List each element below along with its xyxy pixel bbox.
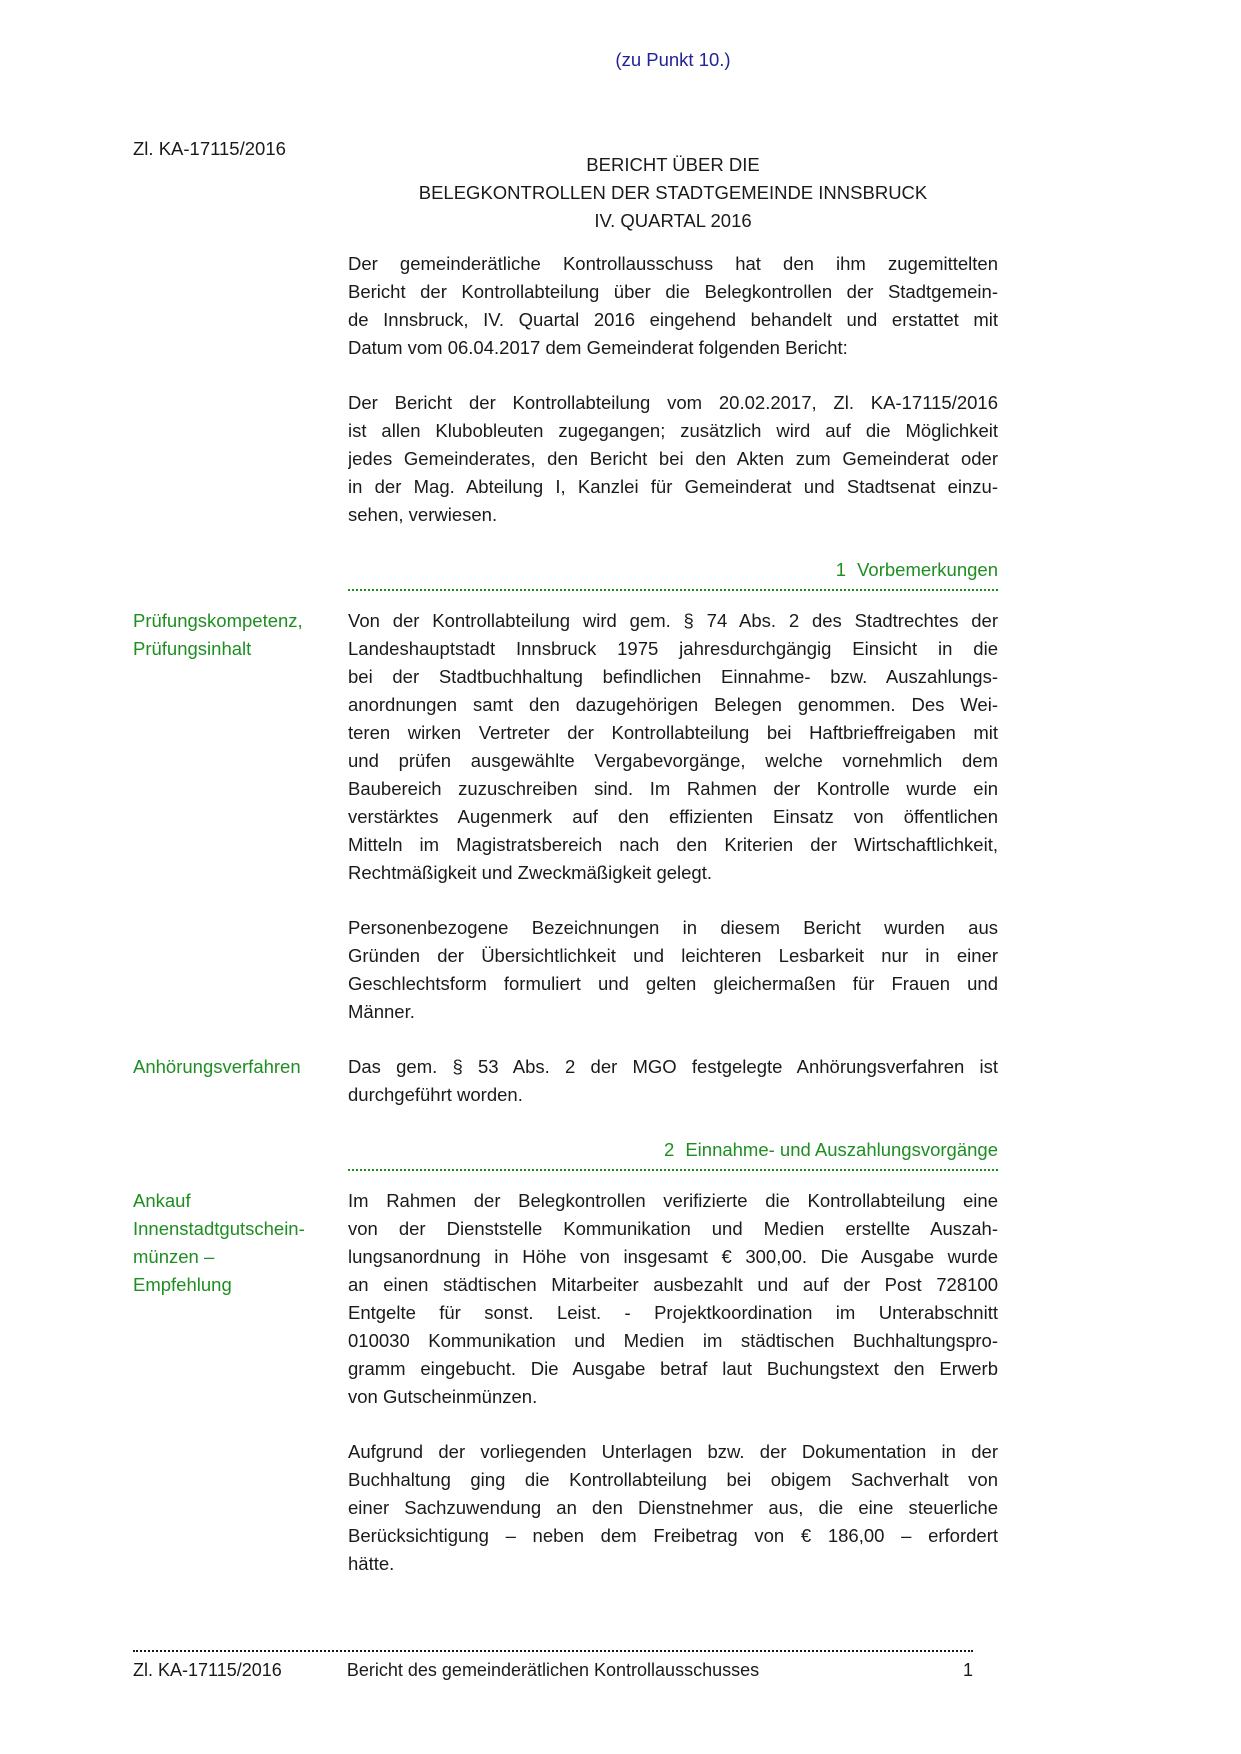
body-column (348, 250, 998, 362)
text-line: Der gemeinderätliche Kontrollausschuss hat den ihm zugemittelten (348, 253, 998, 274)
footer-page-number: 1 (962, 1660, 973, 1680)
margin-label-line: Prüfungskompetenz, (133, 610, 303, 631)
paragraph (348, 914, 998, 1026)
text-line: Baubereich zuzuschreiben sind. Im Rahmen der Kontrolle wurde ein (348, 778, 998, 799)
margin-label (133, 389, 348, 529)
text-line: sehen, verwiesen. (348, 504, 498, 525)
text-line: gramm eingebucht. Die Ausgabe betraf laut Buchungstext den Erwerb (348, 1358, 998, 1379)
section-number: 2 (664, 1139, 675, 1160)
section-title: Einnahme- und Auszahlungsvorgänge (685, 1139, 998, 1160)
content-row (133, 1136, 998, 1171)
body-column (348, 1053, 998, 1109)
paragraph (348, 607, 998, 887)
ref-note: (zu Punkt 10.) (615, 49, 731, 70)
paragraph (348, 389, 998, 529)
text-line: Entgelte für sonst. Leist. - Projektkoordination im Unterabschnitt (348, 1302, 998, 1323)
text-line: teren wirken Vertreter der Kontrollabteilung bei Haftbrieffreigaben mit (348, 722, 998, 743)
content-row (133, 607, 998, 887)
title-line: BERICHT ÜBER DIE (586, 154, 760, 175)
header-row (133, 135, 998, 235)
text-line: anordnungen samt den dazugehörigen Belegen genommen. Des Wei- (348, 694, 998, 715)
paragraph (348, 1438, 998, 1578)
content-row (133, 250, 998, 362)
text-line: ist allen Klubobleuten zugegangen; zusätzlich wird auf die Möglichkeit (348, 420, 998, 441)
ref-note-row (133, 46, 998, 74)
text-line: durchgeführt worden. (348, 1084, 523, 1105)
text-line: Gründen der Übersichtlichkeit und leichteren Lesbarkeit nur in einer (348, 945, 998, 966)
margin-label-line: Innenstadtgutschein- (133, 1218, 305, 1239)
text-line: Berücksichtigung – neben dem Freibetrag von € 186,00 – erfordert (348, 1525, 998, 1546)
margin-label (133, 914, 348, 1026)
content-row (133, 556, 998, 591)
text-line: in der Mag. Abteilung I, Kanzlei für Gemeinderat und Stadtsenat einzu- (348, 476, 998, 497)
text-line: Von der Kontrollabteilung wird gem. § 74 Abs. 2 des Stadtrechtes der (348, 610, 998, 631)
section-heading (348, 1136, 998, 1171)
title-line: BELEGKONTROLLEN DER STADTGEMEINDE INNSBRUCK (418, 182, 928, 203)
margin-label-line: münzen – (133, 1246, 215, 1267)
section-number: 1 (835, 559, 847, 580)
body-column (348, 389, 998, 529)
text-line: von Gutscheinmünzen. (348, 1386, 538, 1407)
file-number: Zl. KA-17115/2016 (133, 138, 286, 159)
content-row (133, 914, 998, 1026)
margin-spacer (133, 46, 348, 74)
text-line: Rechtmäßigkeit und Zweckmäßigkeit gelegt. (348, 862, 712, 883)
text-line: Buchhaltung ging die Kontrollabteilung bei obigem Sachverhalt von (348, 1469, 998, 1490)
paragraph (348, 1053, 998, 1109)
margin-label-line: Prüfungsinhalt (133, 638, 252, 659)
text-line: Mitteln im Magistratsbereich nach den Kriterien der Wirtschaftlichkeit, (348, 834, 998, 855)
margin-label (133, 1187, 348, 1578)
report-title (348, 135, 998, 235)
content-row (133, 1187, 998, 1578)
text-line: hätte. (348, 1553, 395, 1574)
text-line: von der Dienststelle Kommunikation und Medien erstellte Auszah- (348, 1218, 998, 1239)
margin-label (133, 1053, 348, 1109)
section-title: Vorbemerkungen (857, 559, 998, 580)
paragraph (348, 250, 998, 362)
document-content (133, 46, 998, 1578)
text-line: an einen städtischen Mitarbeiter ausbezahlt und auf der Post 728100 (348, 1274, 998, 1295)
body-column (348, 1136, 998, 1171)
footer-file-number: Zl. KA-17115/2016 (133, 1660, 282, 1680)
text-line: Der Bericht der Kontrollabteilung vom 20.02.2017, Zl. KA-17115/2016 (348, 392, 998, 413)
footer-divider (133, 1650, 973, 1652)
title-line: IV. QUARTAL 2016 (594, 210, 752, 231)
margin-label (133, 1136, 348, 1171)
text-line: lungsanordnung in Höhe von insgesamt € 300,00. Die Ausgabe wurde (348, 1246, 998, 1267)
body-column (348, 1187, 998, 1578)
section-heading (348, 556, 998, 591)
paragraph (348, 1187, 998, 1411)
footer-report-title: Bericht des gemeinderätlichen Kontrollausschusses (346, 1660, 760, 1680)
text-line: verstärktes Augenmerk auf den effizienten Einsatz von öffentlichen (348, 806, 998, 827)
text-line: bei der Stadtbuchhaltung befindlichen Einnahme- bzw. Auszahlungs- (348, 666, 998, 687)
text-line: und prüfen ausgewählte Vergabevorgänge, welche vornehmlich dem (348, 750, 998, 771)
margin-label (133, 556, 348, 591)
text-line: Landeshauptstadt Innsbruck 1975 jahresdurchgängig Einsicht in die (348, 638, 998, 659)
text-line: Aufgrund der vorliegenden Unterlagen bzw. der Dokumentation in der (348, 1441, 998, 1462)
body-column (348, 556, 998, 591)
text-line: Bericht der Kontrollabteilung über die Belegkontrollen der Stadtgemein- (348, 281, 998, 302)
text-line: Geschlechtsform formuliert und gelten gleichermaßen für Frauen und (348, 973, 998, 994)
margin-label-line: Empfehlung (133, 1274, 232, 1295)
footer-text-row (133, 1659, 973, 1681)
page-footer (133, 1650, 973, 1681)
document-body (133, 250, 998, 1578)
text-line: Datum vom 06.04.2017 dem Gemeinderat folgenden Bericht: (348, 337, 848, 358)
margin-label-line: Anhörungsverfahren (133, 1056, 301, 1077)
content-row (133, 389, 998, 529)
text-line: Im Rahmen der Belegkontrollen verifizierte die Kontrollabteilung eine (348, 1190, 998, 1211)
content-row (133, 1053, 998, 1109)
text-line: 010030 Kommunikation und Medien im städtischen Buchhaltungspro- (348, 1330, 998, 1351)
text-line: Personenbezogene Bezeichnungen in diesem Bericht wurden aus (348, 917, 998, 938)
body-column (348, 607, 998, 887)
text-line: jedes Gemeinderates, den Bericht bei den Akten zum Gemeinderat oder (348, 448, 998, 469)
margin-label (133, 250, 348, 362)
margin-label-line: Ankauf (133, 1190, 191, 1211)
body-column (348, 914, 998, 1026)
margin-label (133, 607, 348, 887)
text-line: Männer. (348, 1001, 415, 1022)
text-line: Das gem. § 53 Abs. 2 der MGO festgelegte Anhörungsverfahren ist (348, 1056, 998, 1077)
text-line: de Innsbruck, IV. Quartal 2016 eingehend behandelt und erstattet mit (348, 309, 998, 330)
text-line: einer Sachzuwendung an den Dienstnehmer aus, die eine steuerliche (348, 1497, 998, 1518)
